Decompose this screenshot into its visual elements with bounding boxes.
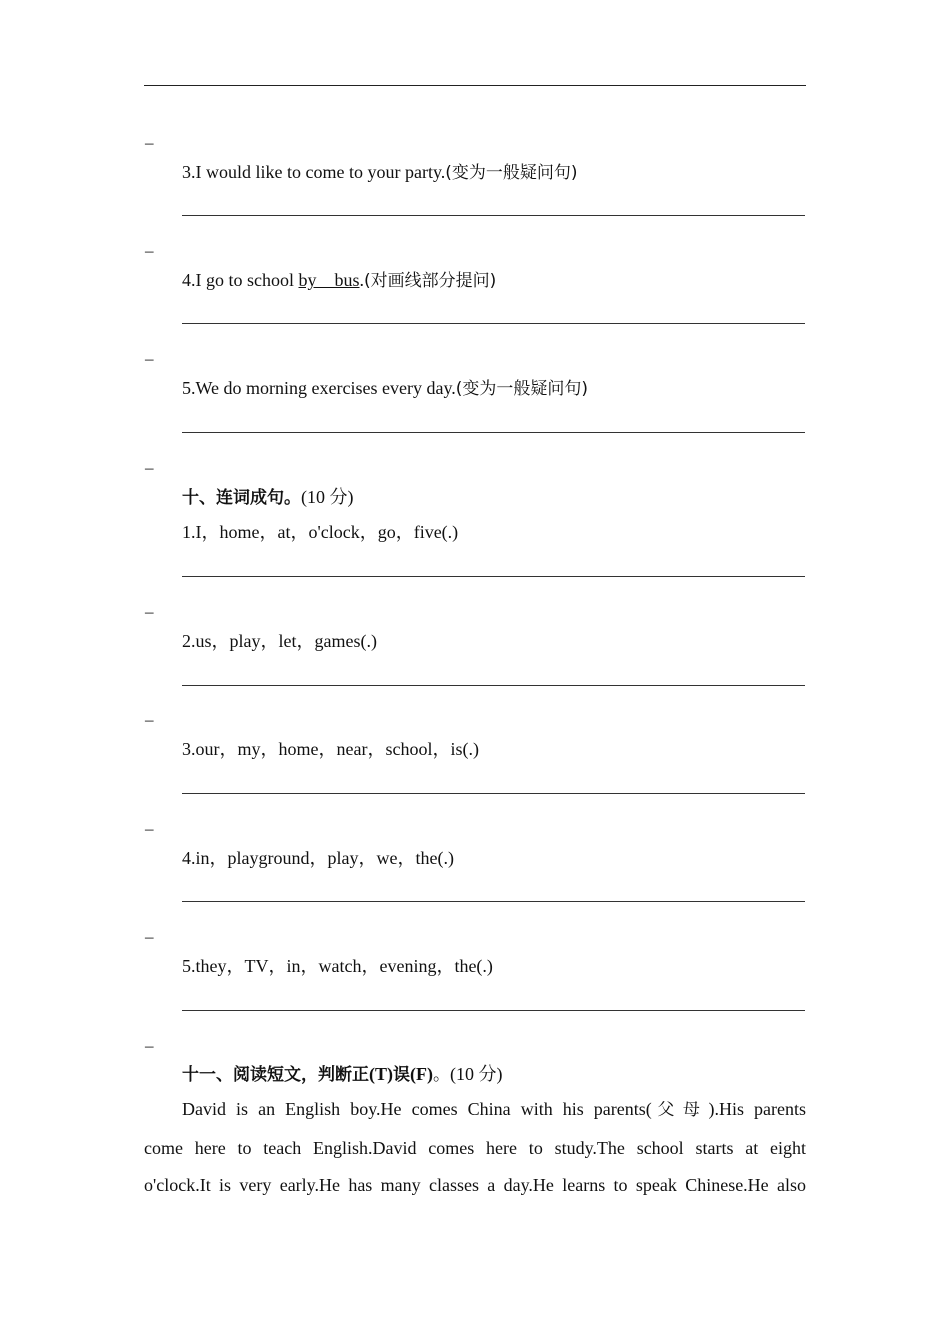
dash-marker: – bbox=[145, 349, 154, 368]
underlined-phrase: by bus bbox=[298, 270, 360, 290]
section-11-heading: 十一、阅读短文，判断正(T)误(F)。(10 分) bbox=[182, 1064, 503, 1085]
dash-marker: – bbox=[145, 1036, 154, 1055]
passage-line-1: David is an English boy.He comes China with his parents(父母).His parents bbox=[182, 1099, 807, 1120]
answer-line[interactable] bbox=[182, 215, 805, 216]
dash-marker: – bbox=[145, 602, 154, 621]
question-10-2: 2.us，play，let，games(.) bbox=[182, 631, 377, 651]
dash-marker: – bbox=[145, 458, 154, 477]
dash-marker: – bbox=[145, 927, 154, 946]
section-10-heading: 十、连词成句。(10 分) bbox=[182, 487, 354, 508]
top-rule bbox=[144, 85, 806, 86]
answer-line[interactable] bbox=[182, 432, 805, 433]
dash-marker: – bbox=[145, 241, 154, 260]
dash-marker: – bbox=[145, 133, 154, 152]
reading-passage bbox=[144, 1091, 806, 1205]
dash-marker: – bbox=[145, 819, 154, 838]
answer-line[interactable] bbox=[182, 901, 805, 902]
answer-line[interactable] bbox=[182, 685, 805, 686]
question-10-3: 3.our，my，home，near，school，is(.) bbox=[182, 739, 479, 759]
question-9-3: 3.I would like to come to your party.(变为一般疑问句) bbox=[182, 162, 578, 183]
question-10-1: 1.I，home，at，o'clock，go，five(.) bbox=[182, 522, 459, 542]
answer-line[interactable] bbox=[182, 323, 805, 324]
question-9-5: 5.We do morning exercises every day.(变为一般疑问句) bbox=[182, 378, 589, 399]
answer-line[interactable] bbox=[182, 576, 805, 577]
answer-line[interactable] bbox=[182, 793, 805, 794]
passage-line-2: come here to teach English.David comes here to study.The school starts at eight bbox=[144, 1137, 806, 1158]
question-10-5: 5.they，TV，in，watch，evening，the(.) bbox=[182, 956, 493, 976]
dash-marker: – bbox=[145, 710, 154, 729]
passage-line-3: o'clock.It is very early.He has many classes a day.He learns to speak Chinese.He also bbox=[144, 1175, 806, 1195]
question-10-4: 4.in，playground，play，we，the(.) bbox=[182, 848, 454, 868]
question-9-4: 4.I go to school by bus.(对画线部分提问) bbox=[182, 270, 497, 291]
answer-line[interactable] bbox=[182, 1010, 805, 1011]
